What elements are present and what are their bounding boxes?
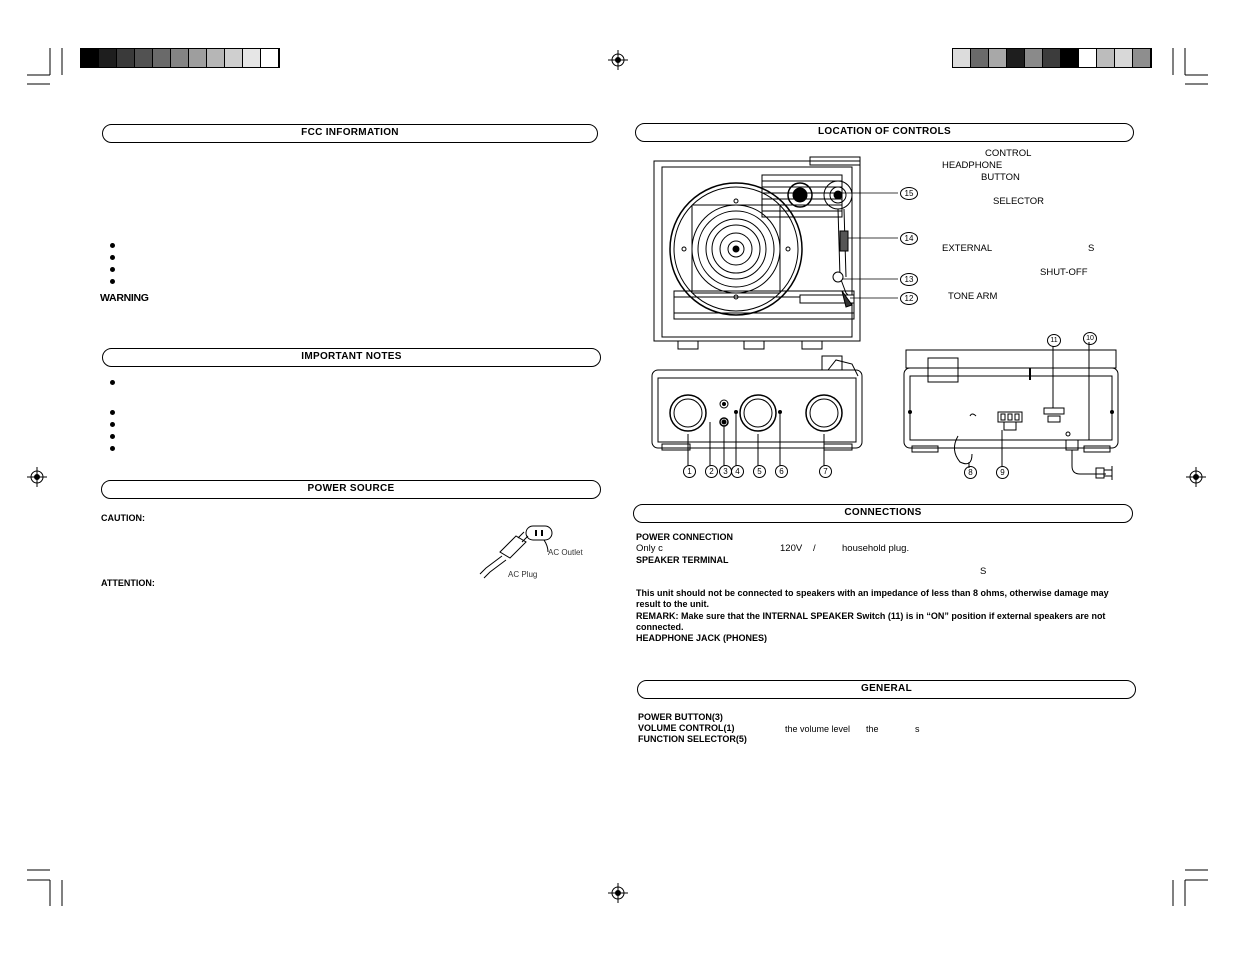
voltage-text: 120V: [780, 543, 803, 554]
volume-text-2: the: [866, 724, 879, 734]
important-notes-header: IMPORTANT NOTES: [102, 348, 601, 367]
label-s: S: [1088, 243, 1095, 254]
remark-1: REMARK: Make sure that the INTERNAL SPEAKER Switch (11) is in “ON” position if external speakers are not: [636, 611, 1106, 621]
impedance-warning-2: result to the unit.: [636, 599, 709, 609]
callout-12: 12: [900, 292, 918, 305]
callout-10: 10: [1083, 332, 1097, 345]
bullet: [110, 410, 115, 415]
callout-11: 11: [1047, 334, 1061, 347]
callout-1: 1: [683, 465, 696, 478]
caution-label: CAUTION:: [101, 513, 145, 523]
callout-8: 8: [964, 466, 977, 479]
ac-plug-label: AC Plug: [508, 570, 538, 579]
bullet: [110, 446, 115, 451]
speaker-terminal-heading: SPEAKER TERMINAL: [636, 555, 729, 565]
fcc-information-header: FCC INFORMATION: [102, 124, 598, 143]
volume-control-heading: VOLUME CONTROL(1): [638, 723, 735, 733]
only-c-text: Only c: [636, 543, 663, 554]
impedance-warning-1: This unit should not be connected to speakers with an impedance of less than 8 ohms, otherwise damage may: [636, 588, 1109, 598]
callout-3: 3: [719, 465, 732, 478]
function-selector-heading: FUNCTION SELECTOR(5): [638, 734, 747, 744]
remark-2: connected.: [636, 622, 684, 632]
power-source-header: POWER SOURCE: [101, 480, 601, 499]
callout-2: 2: [705, 465, 718, 478]
volume-text-3: s: [915, 724, 920, 734]
general-header: GENERAL: [637, 680, 1136, 699]
callout-9: 9: [996, 466, 1009, 479]
attention-label: ATTENTION:: [101, 578, 155, 588]
bullet: [110, 380, 115, 385]
callout-13: 13: [900, 273, 918, 286]
label-selector: SELECTOR: [993, 196, 1045, 207]
bullet: [110, 255, 115, 260]
label-external: EXTERNAL: [942, 243, 993, 254]
callout-15: 15: [900, 187, 918, 200]
label-headphone: HEADPHONE: [942, 160, 1003, 171]
turntable-front-view-diagram: [652, 356, 872, 456]
label-tone-arm: TONE ARM: [948, 291, 998, 302]
callout-5: 5: [753, 465, 766, 478]
label-control: CONTROL: [985, 148, 1032, 159]
slash-text: /: [813, 543, 816, 554]
speaker-s-text: S: [980, 566, 987, 577]
turntable-back-view-diagram: [900, 340, 1130, 480]
ac-outlet-label: AC Outlet: [548, 548, 583, 557]
label-button: BUTTON: [981, 172, 1020, 183]
label-shut-off: SHUT-OFF: [1040, 267, 1088, 278]
callout-14: 14: [900, 232, 918, 245]
bullet: [110, 279, 115, 284]
bullet: [110, 243, 115, 248]
headphone-jack-heading: HEADPHONE JACK (PHONES): [636, 633, 768, 643]
power-connection-heading: POWER CONNECTION: [636, 532, 734, 542]
warning-label: WARNING: [100, 292, 149, 304]
callout-7: 7: [819, 465, 832, 478]
power-button-heading: POWER BUTTON(3): [638, 712, 723, 722]
household-plug-text: household plug.: [842, 543, 910, 554]
callout-6: 6: [775, 465, 788, 478]
turntable-top-view-diagram: [652, 157, 892, 352]
callout-4: 4: [731, 465, 744, 478]
connections-header: CONNECTIONS: [633, 504, 1133, 523]
location-of-controls-header: LOCATION OF CONTROLS: [635, 123, 1134, 142]
bullet: [110, 422, 115, 427]
bullet: [110, 434, 115, 439]
volume-text-1: the volume level: [785, 724, 851, 734]
bullet: [110, 267, 115, 272]
